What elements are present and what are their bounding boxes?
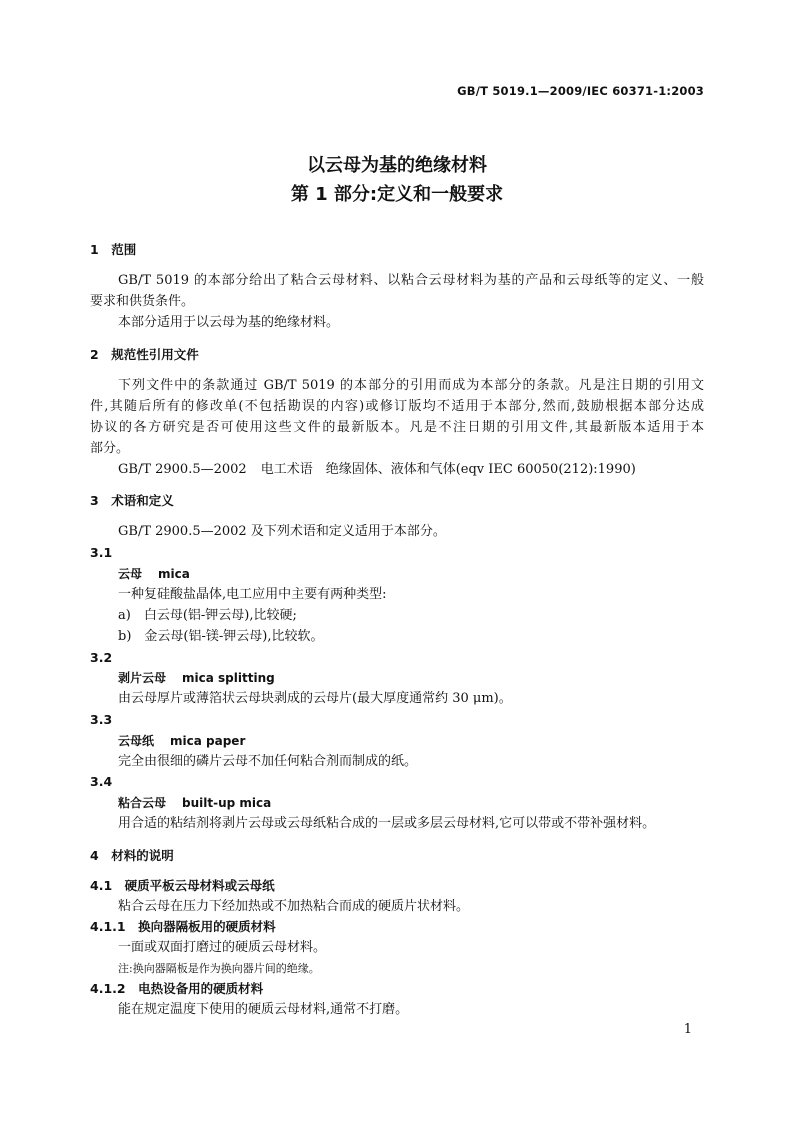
section-1-paragraph: GB/T 5019 的本部分给出了粘合云母材料、以粘合云母材料为基的产品和云母纸等的定义、一般	[118, 273, 704, 288]
term-3-1-item-a: a) 白云母(铝-钾云母),比较硬;	[118, 608, 297, 623]
section-4-1-heading: 4.1 硬质平板云母材料或云母纸	[90, 878, 275, 893]
term-3-2-number: 3.2	[90, 650, 113, 665]
section-3-intro: GB/T 2900.5—2002 及下列术语和定义适用于本部分。	[118, 524, 446, 539]
section-1-heading: 1 范围	[90, 242, 137, 257]
term-3-1-number: 3.1	[90, 545, 113, 560]
document-title: 以云母为基的绝缘材料	[307, 155, 487, 176]
term-zh: 粘合云母	[118, 796, 167, 810]
term-3-1-label	[118, 566, 190, 582]
reference-title: 电工术语 绝缘固体、液体和气体(eqv IEC 60050(212):1990)	[260, 462, 636, 477]
term-3-2-label	[118, 670, 275, 686]
term-en: mica paper	[170, 734, 246, 748]
term-3-1-definition: 一种复硅酸盐晶体,电工应用中主要有两种类型:	[118, 587, 387, 602]
term-3-3-label	[118, 733, 245, 749]
term-3-3-number: 3.3	[90, 712, 113, 727]
term-zh: 云母	[118, 567, 143, 581]
term-zh: 云母纸	[118, 734, 155, 748]
section-2-paragraph-end: 部分。	[90, 441, 130, 456]
section-1-paragraph-cont: 要求和供货条件。	[90, 294, 195, 309]
term-3-1-item-b: b) 金云母(铝-镁-钾云母),比较软。	[118, 629, 324, 644]
term-3-4-number: 3.4	[90, 774, 113, 789]
section-4-1-definition: 粘合云母在压力下经加热或不加热粘合而成的硬质片状材料。	[118, 899, 470, 914]
section-4-heading: 4 材料的说明	[90, 848, 174, 863]
term-en: built-up mica	[182, 796, 272, 810]
term-3-2-definition: 由云母厚片或薄箔状云母块剥成的云母片(最大厚度通常约 30 μm)。	[118, 691, 512, 706]
standard-code-header: GB/T 5019.1—2009/IEC 60371-1:2003	[457, 84, 704, 98]
section-2-paragraph-cont: 协议的各方研究是否可使用这些文件的最新版本。凡是不注日期的引用文件,其最新版本适用于本	[90, 420, 704, 435]
section-3-heading: 3 术语和定义	[90, 493, 174, 508]
reference-code: GB/T 2900.5—2002	[118, 462, 247, 477]
section-2-paragraph-cont: 件,其随后所有的修改单(不包括勘误的内容)或修订版均不适用于本部分,然而,鼓励根据本部分达成	[90, 399, 704, 414]
section-4-1-1-definition: 一面或双面打磨过的硬质云母材料。	[118, 940, 327, 955]
section-4-1-2-heading: 4.1.2 电热设备用的硬质材料	[90, 981, 264, 996]
term-3-4-label	[118, 795, 271, 811]
document-subtitle: 第 1 部分:定义和一般要求	[290, 184, 504, 205]
term-3-3-definition: 完全由很细的磷片云母不加任何粘合剂而制成的纸。	[118, 754, 418, 769]
section-2-heading: 2 规范性引用文件	[90, 347, 199, 362]
section-4-1-2-definition: 能在规定温度下使用的硬质云母材料,通常不打磨。	[118, 1002, 409, 1017]
normative-reference	[118, 462, 636, 478]
term-en: mica	[158, 567, 190, 581]
term-zh: 剥片云母	[118, 671, 167, 685]
page-number: 1	[683, 1022, 692, 1037]
term-3-4-definition: 用合适的粘结剂将剥片云母或云母纸粘合成的一层或多层云母材料,它可以带或不带补强材料。	[118, 816, 656, 831]
section-1-scope-statement: 本部分适用于以云母为基的绝缘材料。	[118, 315, 340, 330]
section-4-1-1-heading: 4.1.1 换向器隔板用的硬质材料	[90, 919, 276, 934]
section-2-paragraph: 下列文件中的条款通过 GB/T 5019 的本部分的引用而成为本部分的条款。凡是注日期的引用文	[118, 378, 704, 393]
section-4-1-1-note: 注:换向器隔板是作为换向器片间的绝缘。	[118, 962, 320, 975]
term-en: mica splitting	[182, 671, 275, 685]
